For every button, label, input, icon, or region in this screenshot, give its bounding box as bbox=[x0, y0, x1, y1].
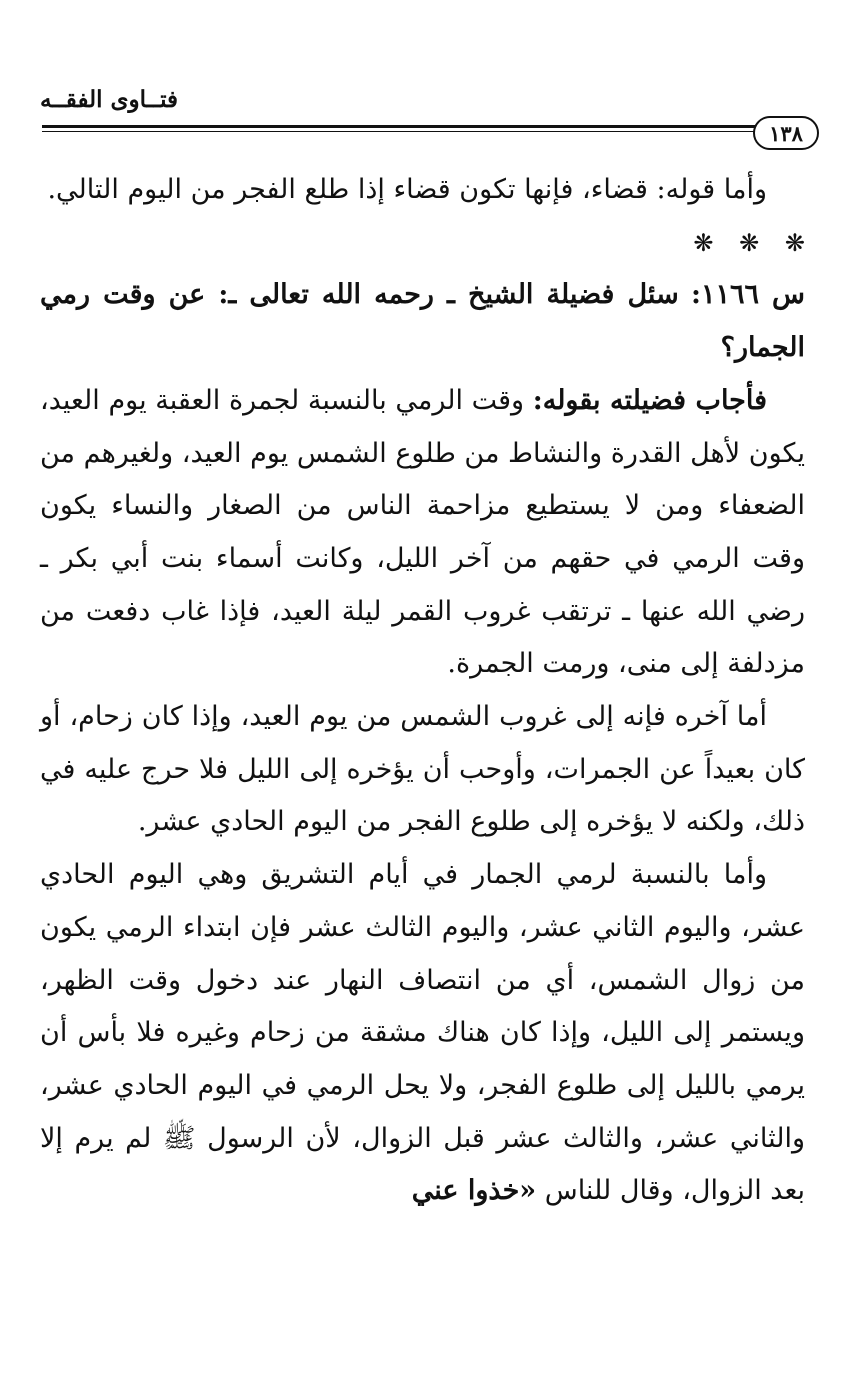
answer-text-3: وأما بالنسبة لرمي الجمار في أيام التشريق وهي اليوم الحادي عشر، واليوم الثاني عشر، واليوم الثالث عشر فإن ابتداء الرمي يكون من زوال الشمس، أي من انتصاف النهار عند دخول وقت الظهر، ويستمر إلى الليل، وإذا كان هناك مشقة من زحام وغيره فلا بأس أن يرمي بالليل إلى طلوع الفجر، ولا يحل الرمي في اليوم الحادي عشر، والثاني عشر، والثالث عشر قبل الزوال، لأن الرسول ﷺ لم يرم إلا بعد الزوال، وقال للناس bbox=[40, 859, 805, 1207]
body-text bbox=[40, 164, 805, 1218]
answer-paragraph-3 bbox=[40, 849, 805, 1218]
hadith-quote-start: «خذوا عني bbox=[411, 1175, 537, 1207]
page-number-badge bbox=[753, 116, 819, 150]
section-separator: ❋ ❋ ❋ bbox=[693, 228, 805, 257]
answer-label: فأجاب فضيلته بقوله: bbox=[532, 384, 767, 416]
question-number: س ١١٦٦: bbox=[690, 279, 806, 311]
question-paragraph bbox=[40, 269, 805, 374]
running-title: فتــاوى الفقــه bbox=[40, 86, 179, 113]
header-rule bbox=[42, 125, 762, 128]
page-number: ١٣٨ bbox=[769, 120, 803, 146]
answer-text-1: وقت الرمي بالنسبة لجمرة العقبة يوم العيد، يكون لأهل القدرة والنشاط من طلوع الشمس يوم العيد، ولغيرهم من الضعفاء ومن لا يستطيع مزاحمة الناس من الصغار والنساء يكون وقت الرمي في حقهم من آخر الليل، وكانت أسماء بنت أبي بكر ـ رضي الله عنها ـ ترتقب غروب القمر ليلة العيد، فإذا غاب دفعت من مزدلفة إلى منى، ورمت الجمرة. bbox=[40, 384, 805, 680]
answer-paragraph-1 bbox=[40, 375, 805, 691]
intro-paragraph: وأما قوله: قضاء، فإنها تكون قضاء إذا طلع الفجر من اليوم التالي. bbox=[47, 174, 767, 205]
header-rule-thin bbox=[42, 131, 762, 132]
answer-paragraph-2: أما آخره فإنه إلى غروب الشمس من يوم العيد، وإذا كان زحام، أو كان بعيداً عن الجمرات، وأوحب أن يؤخره إلى الليل فلا حرج عليه في ذلك، ولكنه لا يؤخره إلى طلوع الفجر من اليوم الحادي عشر. bbox=[40, 701, 805, 838]
question-text: سئل فضيلة الشيخ ـ رحمه الله تعالى ـ: عن وقت رمي الجمار؟ bbox=[40, 279, 805, 364]
